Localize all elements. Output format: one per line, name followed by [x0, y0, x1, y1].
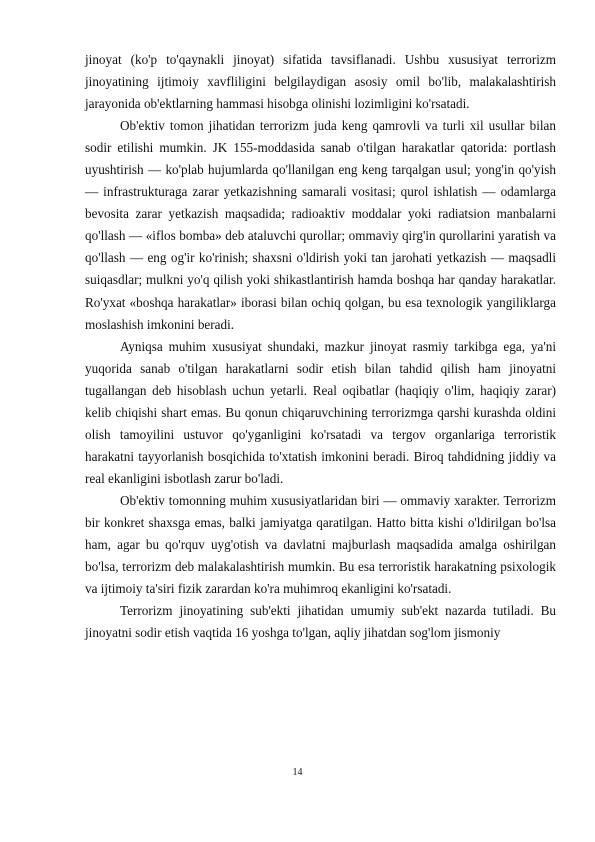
paragraph-1: jinoyat (ko'p to'qaynakli jinoyat) sifatida tavsiflanadi. Ushbu xususiyat terrorizm jinoyatining ijtimoiy xavfliligini belgilaydigan asosiy omil bo'lib, malakalashtirish jarayonida ob'ektlarning hammasi hisobga olinishi lozimligini ko'rsatadi. — [85, 52, 556, 112]
paragraph-5: Terrorizm jinoyatining sub'ekti jihatidan umumiy sub'ekt nazarda tutiladi. Bu jinoyatni sodir etish vaqtida 16 yoshga to'lgan, aqliy jihatdan sog'lom jismoniy — [85, 603, 556, 641]
page-number: 14 — [292, 767, 303, 778]
paragraph-4: Ob'ektiv tomonning muhim xususiyatlaridan biri — ommaviy xarakter. Terrorizm bir konkret shaxsga emas, balki jamiyatga qaratilgan. Hatto bitta kishi o'ldirilgan bo'lsa ham, agar bu qo'rquv uyg'otish va davlatni majburlash maqsadida amalga oshirilgan bo'lsa, terrorizm deb malakalashtirish mumkin. Bu esa terroristik harakatning psixologik va ijtimoiy ta'siri fizik zarardan ko'ra muhimroq ekanligini ko'rsatadi. — [85, 492, 556, 597]
paragraph-2: Ob'ektiv tomon jihatidan terrorizm juda keng qamrovli va turli xil usullar bilan sodir etilishi mumkin. JK 155-moddasida sanab o'tilgan harakatlar qatorida: portlash uyushtirish — ko'plab hujumlarda qo'llanilgan eng keng tarqalgan usul; yong'in qo'yish — infrastrukturaga zarar yetkazishning samarali vositasi; qurol ishlatish — odamlarga bevosita zarar yetkazish maqsadida; radioaktiv moddalar yoki radiatsion manbalarni qo'llash — «iflos bomba» deb ataluvchi qurollar; ommaviy qirg'in qurollarini yaratish va qo'llash — eng og'ir ko'rinish; shaxsni o'ldirish yoki tan jarohati yetkazish — maqsadli suiqasdlar; mulkni yo'q qilish yoki shikastlantirish hamda boshqa har qanday harakatlar. Ro'yxat «boshqa harakatlar» iborasi bilan ochiq qolgan, bu esa texnologik yangiliklarga moslashish imkonini beradi. — [85, 118, 556, 332]
paragraph-3: Ayniqsa muhim xususiyat shundaki, mazkur jinoyat rasmiy tarkibga ega, ya'ni yuqorida sanab o'tilgan harakatlarni sodir etish bilan tahdid qilish ham jinoyatni tugallangan deb hisoblash uchun yetarli. Real oqibatlar (haqiqiy o'lim, haqiqiy zarar) kelib chiqishi shart emas. Bu qonun chiqaruvchining terrorizmga qarshi kurashda oldini olish tamoyilini ustuvor qo'yganligini ko'rsatadi va tergov organlariga terroristik harakatni tayyorlanish bosqichida to'xtatish imkonini beradi. Biroq tahdidning jiddiy va real ekanligini isbotlash zarur bo'ladi. — [85, 338, 556, 486]
document-body — [85, 49, 556, 644]
